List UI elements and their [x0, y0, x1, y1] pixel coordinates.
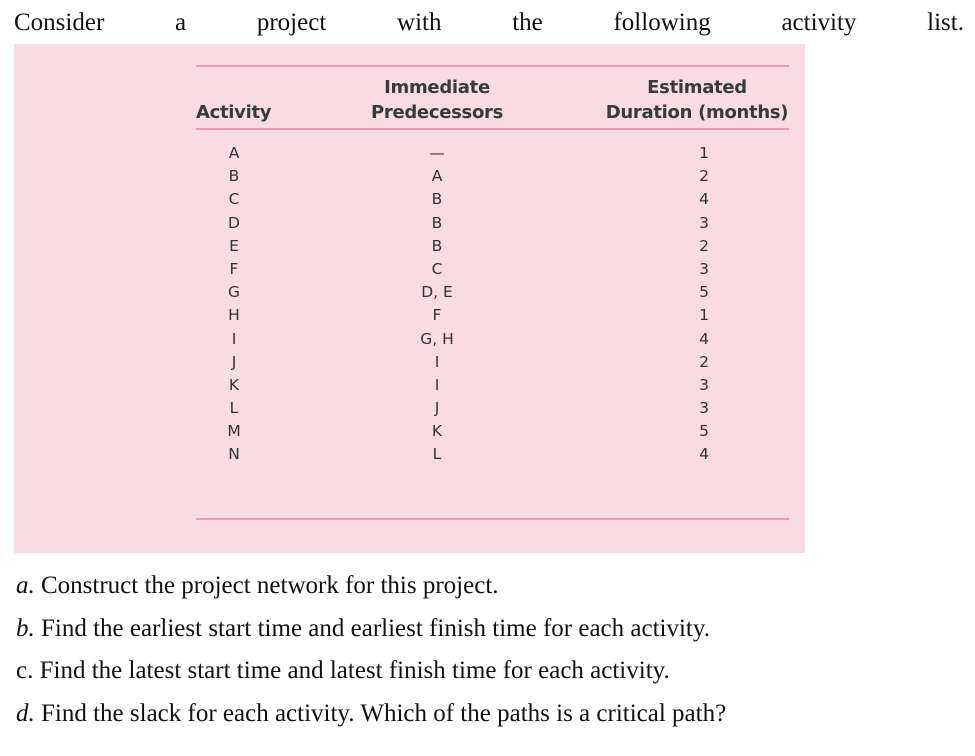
activity-cell: E	[229, 236, 239, 255]
activity-table-panel	[14, 44, 805, 553]
header-predecessors	[357, 75, 517, 125]
table-row	[14, 351, 805, 374]
predecessors-cell: I	[434, 352, 440, 371]
predecessors-cell: A	[431, 167, 443, 186]
predecessors-cell: K	[431, 422, 443, 441]
question-label: d.	[16, 699, 35, 727]
intro-word: a	[175, 9, 187, 36]
table-row	[14, 281, 805, 304]
table-row	[14, 188, 805, 211]
activity-cell: A	[228, 144, 240, 162]
intro-word: with	[397, 9, 442, 36]
intro-word: the	[512, 9, 543, 36]
activity-cell: I	[231, 329, 237, 348]
predecessors-cell: J	[434, 399, 440, 418]
table-row	[14, 420, 805, 443]
predecessors-cell: L	[432, 445, 442, 464]
predecessors-cell: C	[431, 259, 443, 278]
intro-sentence	[14, 6, 964, 40]
intro-word: Consider	[14, 9, 105, 36]
activity-cell: B	[228, 167, 240, 186]
duration-cell: 4	[699, 190, 709, 209]
question-b	[16, 608, 966, 651]
duration-cell: 2	[699, 236, 709, 255]
table-row	[14, 328, 805, 351]
question-label: c.	[16, 657, 34, 684]
duration-cell: 3	[699, 399, 709, 418]
duration-cell: 1	[699, 306, 709, 325]
question-text: Find the slack for each activity. Which of the paths is a critical path?	[34, 699, 727, 727]
activity-cell: F	[229, 259, 239, 278]
question-d	[16, 693, 966, 736]
duration-cell: 5	[699, 283, 709, 302]
question-text: Find the earliest start time and earliest finish time for each activity.	[34, 614, 710, 642]
activity-cell: K	[228, 375, 240, 394]
table-row	[14, 397, 805, 420]
header-predecessors-line1: Immediate	[384, 77, 490, 98]
table-top-rule	[196, 65, 789, 67]
activity-cell: J	[231, 352, 237, 371]
table-body	[14, 142, 805, 467]
intro-word: list.	[927, 9, 964, 36]
question-label: a.	[16, 572, 35, 599]
question-label: b.	[16, 614, 35, 642]
header-duration-line1: Estimated	[647, 77, 747, 98]
activity-cell: M	[227, 422, 241, 441]
table-row	[14, 258, 805, 281]
question-c	[16, 650, 966, 693]
predecessors-cell: F	[432, 306, 442, 325]
activity-cell: H	[228, 306, 240, 325]
intro-word: following	[613, 9, 711, 36]
table-row	[14, 212, 805, 235]
activity-cell: N	[228, 445, 240, 464]
table-row	[14, 374, 805, 397]
duration-cell: 4	[699, 445, 709, 464]
table-row	[14, 443, 805, 466]
table-row	[14, 165, 805, 188]
table-row	[14, 235, 805, 258]
question-a	[16, 565, 966, 608]
intro-word: activity	[781, 9, 857, 36]
activity-cell: G	[227, 283, 240, 302]
activity-cell: D	[228, 213, 240, 232]
table-bottom-rule	[196, 518, 789, 520]
duration-cell: 1	[699, 144, 709, 162]
duration-cell: 5	[699, 422, 709, 441]
duration-cell: 4	[699, 329, 709, 348]
intro-word: project	[256, 9, 327, 36]
header-duration	[597, 75, 797, 125]
duration-cell: 3	[699, 375, 709, 394]
predecessors-cell: I	[434, 375, 440, 394]
predecessors-cell: —	[429, 144, 445, 162]
duration-cell: 3	[699, 259, 709, 278]
header-predecessors-line2: Predecessors	[370, 102, 504, 123]
table-row	[14, 142, 805, 165]
predecessors-cell: B	[431, 213, 443, 232]
duration-cell: 2	[699, 352, 709, 371]
question-text: Construct the project network for this project.	[34, 572, 499, 599]
table-header-rule	[196, 128, 789, 130]
header-duration-line2: Duration (months)	[605, 102, 789, 123]
predecessors-cell: B	[431, 236, 443, 255]
activity-cell: C	[228, 190, 240, 209]
duration-cell: 2	[699, 167, 709, 186]
header-activity: Activity	[196, 102, 272, 123]
predecessors-cell: G, H	[420, 329, 454, 348]
table-row	[14, 304, 805, 327]
predecessors-cell: D, E	[421, 283, 453, 302]
question-text: Find the latest start time and latest finish time for each activity.	[33, 657, 670, 684]
predecessors-cell: B	[431, 190, 443, 209]
duration-cell: 3	[699, 213, 709, 232]
question-list	[16, 565, 966, 735]
activity-cell: L	[229, 399, 239, 418]
